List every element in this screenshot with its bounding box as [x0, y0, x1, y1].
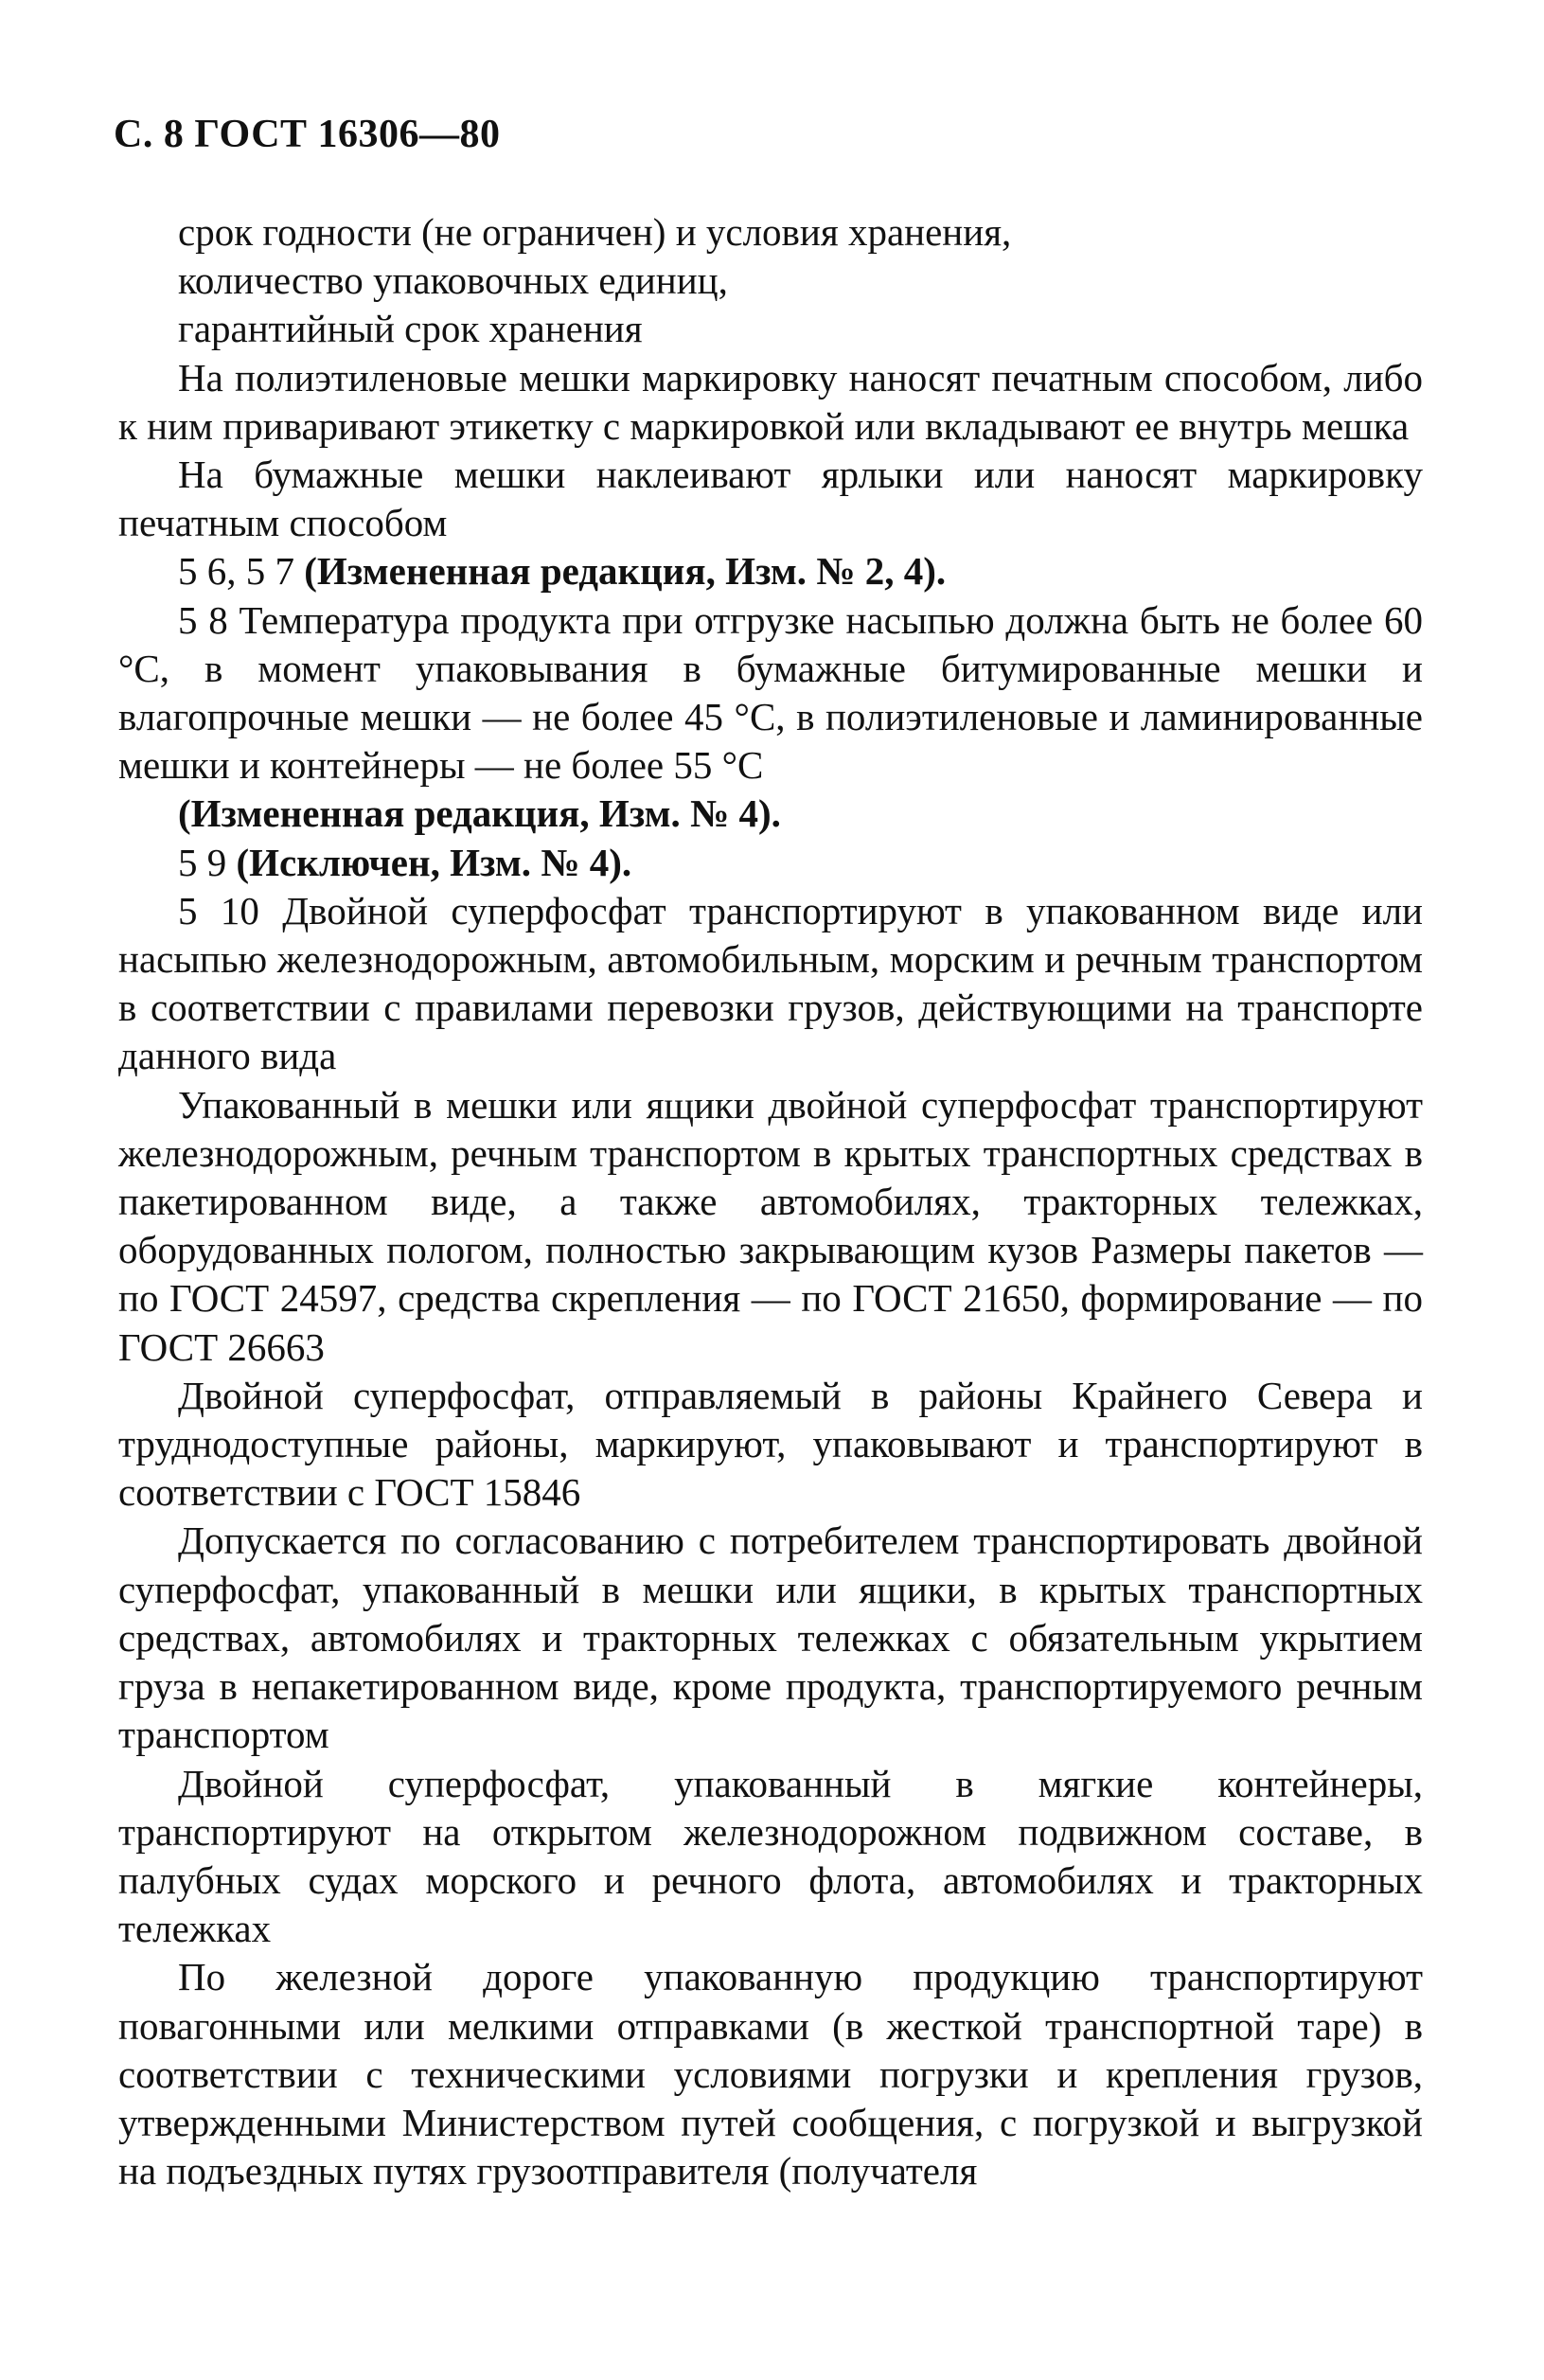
- paragraph-far-north: Двойной суперфосфат, отправляемый в районы Крайнего Севера и труднодоступные районы, маркируют, упаковывают и транспортируют в соответствии с ГОСТ 15846: [118, 1373, 1423, 1515]
- paragraph-amendment-5-8: [118, 790, 1423, 838]
- paragraph-clause-5-8: 5 8 Температура продукта при отгрузке насыпью должна быть не более 60 °С, в момент упаковывания в бумажные битумированные мешки и влагопрочные мешки — не более 45 °С, в полиэтиленовые и ламинированные мешки и контейнеры — не более 55 °С: [118, 597, 1423, 788]
- paragraph-clause-5-6-5-7: [118, 547, 1423, 595]
- paragraph-clause-5-9: [118, 839, 1423, 887]
- page-header: С. 8 ГОСТ 16306—80: [114, 113, 501, 156]
- list-line-warranty: гарантийный срок хранения: [178, 307, 643, 351]
- paragraph-marking-list: [118, 208, 1423, 354]
- list-line-shelf-life: срок годности (не ограничен) и условия хранения,: [178, 210, 1012, 254]
- clause-number: 5 6, 5 7: [178, 549, 305, 594]
- paragraph-railway: По железной дороге упакованную продукцию транспортируют повагонными или мелкими отправками (в жесткой транспортной таре) в соответствии с техническими условиями погрузки и крепления грузов, утвержденными Министерством путей сообщения, с погрузкой и выгрузкой на подъездных путях грузоотправителя (получателя: [118, 1955, 1423, 2194]
- document-body: [118, 208, 1423, 2195]
- paragraph-packed-transport: Упакованный в мешки или ящики двойной суперфосфат транспортируют железнодорожным, речным транспортом в крытых транспортных средствах в пакетированном виде, а также автомобилях, тракторных тележках, оборудованных пологом, полностью закрывающим кузов Размеры пакетов — по ГОСТ 24597, средства скрепления — по ГОСТ 21650, формирование — по ГОСТ 26663: [118, 1082, 1423, 1369]
- paragraph-paper-bags: На бумажные мешки наклеивают ярлыки или наносят маркировку печатным способом: [118, 453, 1423, 545]
- paragraph-consumer-agreement: Допускается по согласованию с потребителем транспортировать двойной суперфосфат, упакованный в мешки или ящики, в крытых транспортных средствах, автомобилях и тракторных тележках с обязательным укрытием груза в непакетированном виде, кроме продукта, транспортируемого речным транспортом: [118, 1519, 1423, 1757]
- paragraph-polyethylene-bags: На полиэтиленовые мешки маркировку наносят печатным способом, либо к ним приваривают этикетку с маркировкой или вкладывают ее внутрь мешка: [118, 355, 1423, 448]
- clause-number: 5 9: [178, 840, 237, 884]
- paragraph-soft-containers: Двойной суперфосфат, упакованный в мягкие контейнеры, транспортируют на открытом железнодорожном подвижном составе, в палубных судах морского и речного флота, автомобилях и тракторных тележках: [118, 1761, 1423, 1951]
- list-line-package-count: количество упаковочных единиц,: [178, 258, 728, 303]
- amendment-note: (Исключен, Изм. № 4).: [236, 840, 632, 884]
- amendment-note: (Измененная редакция, Изм. № 2, 4).: [304, 549, 947, 594]
- paragraph-clause-5-10: 5 10 Двойной суперфосфат транспортируют в упакованном виде или насыпью железнодорожным, автомобильным, морским и речным транспортом в соответствии с правилами перевозки грузов, действующими на транспорте данного вида: [118, 888, 1423, 1078]
- amendment-note: (Измененная редакция, Изм. № 4).: [178, 791, 781, 836]
